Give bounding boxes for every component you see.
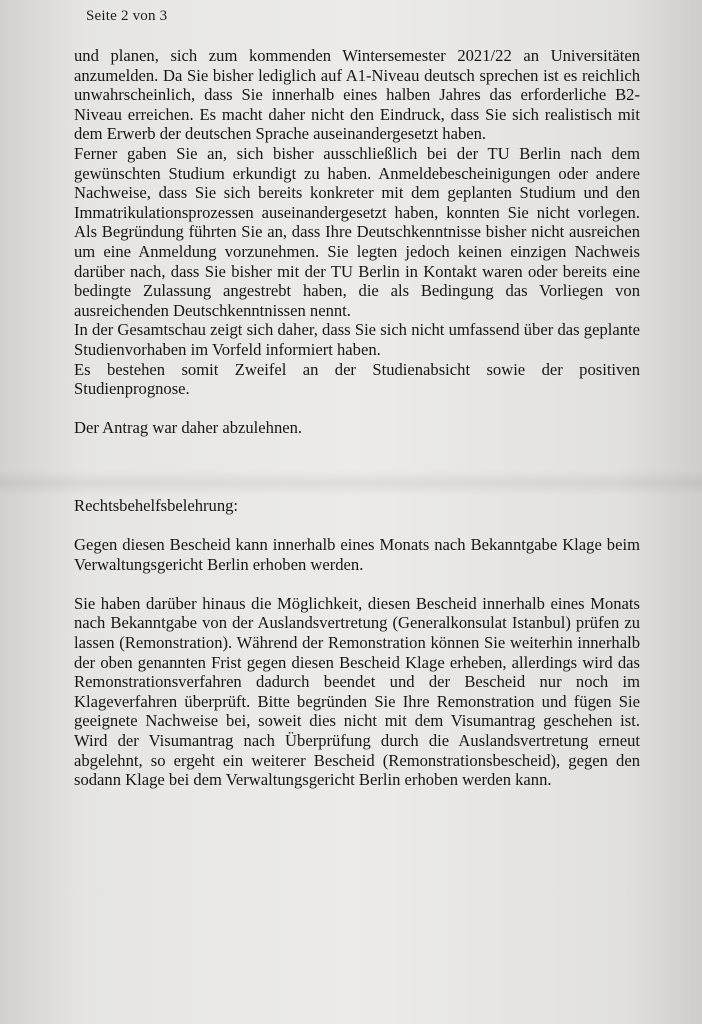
paragraph-tu-berlin: Ferner gaben Sie an, sich bisher ausschließlich bei der TU Berlin nach dem gewünschten Studium erkundigt zu haben. Anmeldebescheinigungen oder andere Nachweise, dass Sie sich bereits konkreter mit dem geplanten Studium und den Immatrikulationsprozessen auseinandergesetzt haben, konnten Sie nicht vorlegen. Als Begründung führten Sie an, dass Ihre Deutschkenntnisse bisher nicht ausreichen um eine Anmeldung vorzunehmen. Sie legten jedoch keinen einzigen Nachweis darüber nach, dass Sie bisher mit der TU Berlin in Kontakt waren oder bereits eine bedingte Zulassung angestrebt haben, die als Bedingung das Vorliegen von ausreichenden Deutschkenntnissen nennt. bbox=[74, 143, 640, 320]
legal-paragraph-remonstration: Sie haben darüber hinaus die Möglichkeit, diesen Bescheid innerhalb eines Monats nach Bekanntgabe von der Auslandsvertretung (Generalkonsulat Istanbul) prüfen zu lassen (Remonstration). Während der Remonstration können Sie weiterhin innerhalb der oben genannten Frist gegen diesen Bescheid Klage erheben, allerdings wird das Remonstrationsverfahren dadurch beendet und der Bescheid nur noch im Klageverfahren überprüft. Bitte begründen Sie Ihre Remonstration und fügen Sie geeignete Nachweise bei, soweit dies nicht mit dem Visumantrag geschehen ist. Wird der Visumantrag nach Überprüfung durch die Auslandsvertretung erneut abgelehnt, so ergeht ein weiterer Bescheid (Remonstrationsbescheid), gegen den sodann Klage bei dem Verwaltungsgericht Berlin erhoben werden kann. bbox=[74, 593, 640, 790]
legal-remedy-heading: Rechtsbehelfsbelehrung: bbox=[74, 495, 239, 515]
paragraph-language-level: und planen, sich zum kommenden Wintersemester 2021/22 an Universitäten anzumelden. Da Sie bisher lediglich auf A1-Niveau deutsch sprechen ist es reichlich unwahrscheinlich, dass Sie innerhalb eines halben Jahres das erforderliche B2-Niveau erreichen. Es macht daher nicht den Eindruck, dass Sie sich realistisch mit dem Erwerb der deutschen Sprache auseinandergesetzt haben. bbox=[74, 46, 640, 144]
paragraph-doubts: Es bestehen somit Zweifel an der Studienabsicht sowie der positiven Studienprognose. bbox=[74, 359, 640, 399]
paragraph-rejection: Der Antrag war daher abzulehnen. bbox=[74, 418, 303, 438]
page-number-header: Seite 2 von 3 bbox=[86, 8, 168, 24]
legal-paragraph-lawsuit: Gegen diesen Bescheid kann innerhalb eines Monats nach Bekanntgabe Klage beim Verwaltungsgericht Berlin erhoben werden. bbox=[74, 535, 640, 574]
letter-body bbox=[74, 46, 640, 790]
paragraph-overall-view: In der Gesamtschau zeigt sich daher, dass Sie sich nicht umfassend über das geplante Studienvorhaben im Vorfeld informiert haben. bbox=[74, 320, 640, 359]
section-spacer bbox=[74, 438, 640, 496]
